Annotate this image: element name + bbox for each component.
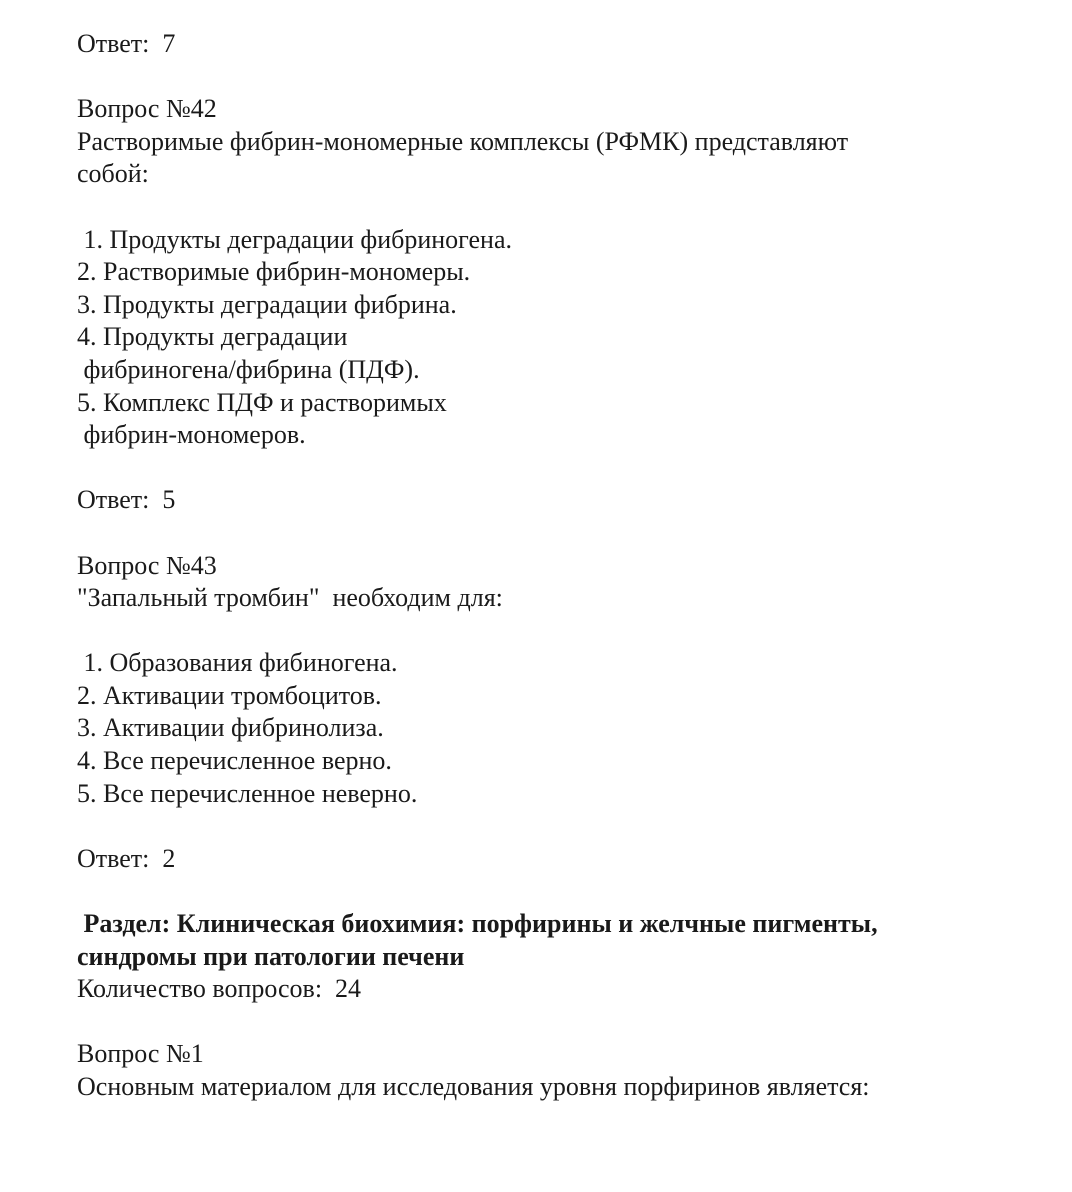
section-title: синдромы при патологии печени — [77, 941, 465, 971]
spacer — [77, 452, 1037, 485]
spacer — [77, 810, 1037, 843]
option-item: фибрин-мономеров. — [77, 420, 306, 450]
option-item: 2. Активации тромбоцитов. — [77, 680, 382, 710]
question-text-line: Растворимые фибрин-мономерные комплексы (РФМК) представляют — [77, 126, 849, 156]
option-item: 4. Все перечисленное верно. — [77, 746, 392, 776]
question-text-line: собой: — [77, 159, 149, 189]
answer-42: Ответ: 5 — [77, 485, 176, 515]
question-43 — [77, 550, 1037, 876]
spacer — [77, 61, 1037, 94]
question-text-line: Основным материалом для исследования уровня порфиринов является: — [77, 1072, 870, 1101]
options-list — [77, 647, 1037, 810]
spacer — [77, 517, 1037, 550]
option-item: фибриногена/фибрина (ПДФ). — [77, 354, 420, 384]
option-item: 3. Активации фибринолиза. — [77, 713, 384, 743]
options-list — [77, 224, 1037, 452]
spacer — [77, 875, 1037, 908]
question-number: Вопрос №42 — [77, 94, 217, 124]
question-42 — [77, 93, 1037, 517]
spacer — [77, 191, 1037, 224]
option-item: 2. Растворимые фибрин-мономеры. — [77, 257, 471, 287]
option-item: 4. Продукты деградации — [77, 322, 348, 352]
answer-41: Ответ: 7 — [77, 29, 176, 58]
answer-43: Ответ: 2 — [77, 843, 176, 873]
spacer — [77, 615, 1037, 648]
section-title: Раздел: Клиническая биохимия: порфирины и желчные пигменты, — [77, 909, 878, 939]
option-item: 5. Все перечисленное неверно. — [77, 778, 418, 808]
question-number: Вопрос №1 — [77, 1039, 204, 1069]
option-item: 1. Образования фибиногена. — [77, 648, 398, 678]
option-item: 3. Продукты деградации фибрина. — [77, 289, 457, 319]
document-page — [77, 28, 1037, 1104]
spacer — [77, 1006, 1037, 1039]
section-header — [77, 908, 1037, 1006]
question-count: Количество вопросов: 24 — [77, 974, 362, 1004]
question-text-line: "Запальный тромбин" необходим для: — [77, 583, 503, 613]
option-item: 5. Комплекс ПДФ и растворимых — [77, 387, 447, 417]
question-number: Вопрос №43 — [77, 550, 217, 580]
option-item: 1. Продукты деградации фибриногена. — [77, 224, 512, 254]
question-1 — [77, 1038, 1037, 1103]
